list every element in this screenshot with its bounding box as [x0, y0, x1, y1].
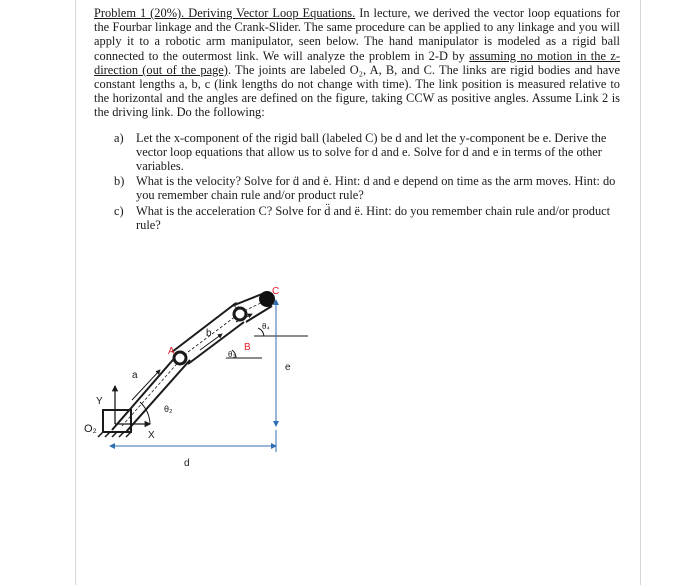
question-a-text: Let the x-component of the rigid ball (labeled C) be d and let the y-component be e. Derive the vector loop equations that allow us to solve for d and e. Solve for d and e in terms of the other variables.: [136, 130, 607, 174]
question-c-text: What is the acceleration C? Solve for d̈ and ë. Hint: do you remember chain rule and/or product rule?: [136, 203, 611, 232]
label-e: e: [285, 362, 291, 373]
label-a: a: [132, 370, 138, 381]
label-o2: O₂: [84, 423, 97, 435]
intro-underlined: assuming no motion in the z-direction (out of the page): [94, 48, 620, 77]
label-theta2: θ₂: [164, 404, 173, 414]
label-y: Y: [96, 396, 103, 407]
label-b: b: [206, 328, 212, 339]
label-theta3: θ₃: [228, 350, 236, 359]
question-b-text: What is the velocity? Solve for ḋ and ė. Hint: d and e depend on time as the arm moves. Hint: do you remember chain rule and/or product rule?: [136, 174, 616, 203]
intro-part-2: . The joints are labeled O₂, A, B, and C. The links are rigid bodies and have constant lengths a, b, c (link lengths do not change with time). The link position is measured relative to the horizontal and the angles are defined on the figure, taking CCW as positive angles. Assume Link 2 is the driving link. Do the following:: [94, 62, 620, 120]
joint-a: [174, 352, 186, 364]
intro-part-1: In lecture, we derived the vector loop equations for the Fourbar linkage and the Crank-Slider. The same procedure can be applied to any linkage and you will apply it to a robotic arm manipulator, seen below. The hand manipulator is modeled as a rigid ball connected to the outermost link. We will analyze the problem in 2-D by: [94, 6, 620, 63]
label-joint-b: B: [244, 342, 251, 353]
label-x: X: [148, 430, 155, 441]
label-d: d: [184, 458, 190, 469]
question-c-mark: c): [114, 203, 124, 218]
label-theta4: θ₄: [262, 322, 270, 331]
label-joint-c: C: [272, 286, 280, 297]
problem-title: Problem 1 (20%). Deriving Vector Loop Equations.: [94, 6, 356, 20]
question-a-mark: a): [114, 130, 124, 145]
question-b-mark: b): [114, 174, 125, 189]
label-joint-a: A: [168, 346, 175, 357]
label-c: c: [234, 300, 239, 311]
